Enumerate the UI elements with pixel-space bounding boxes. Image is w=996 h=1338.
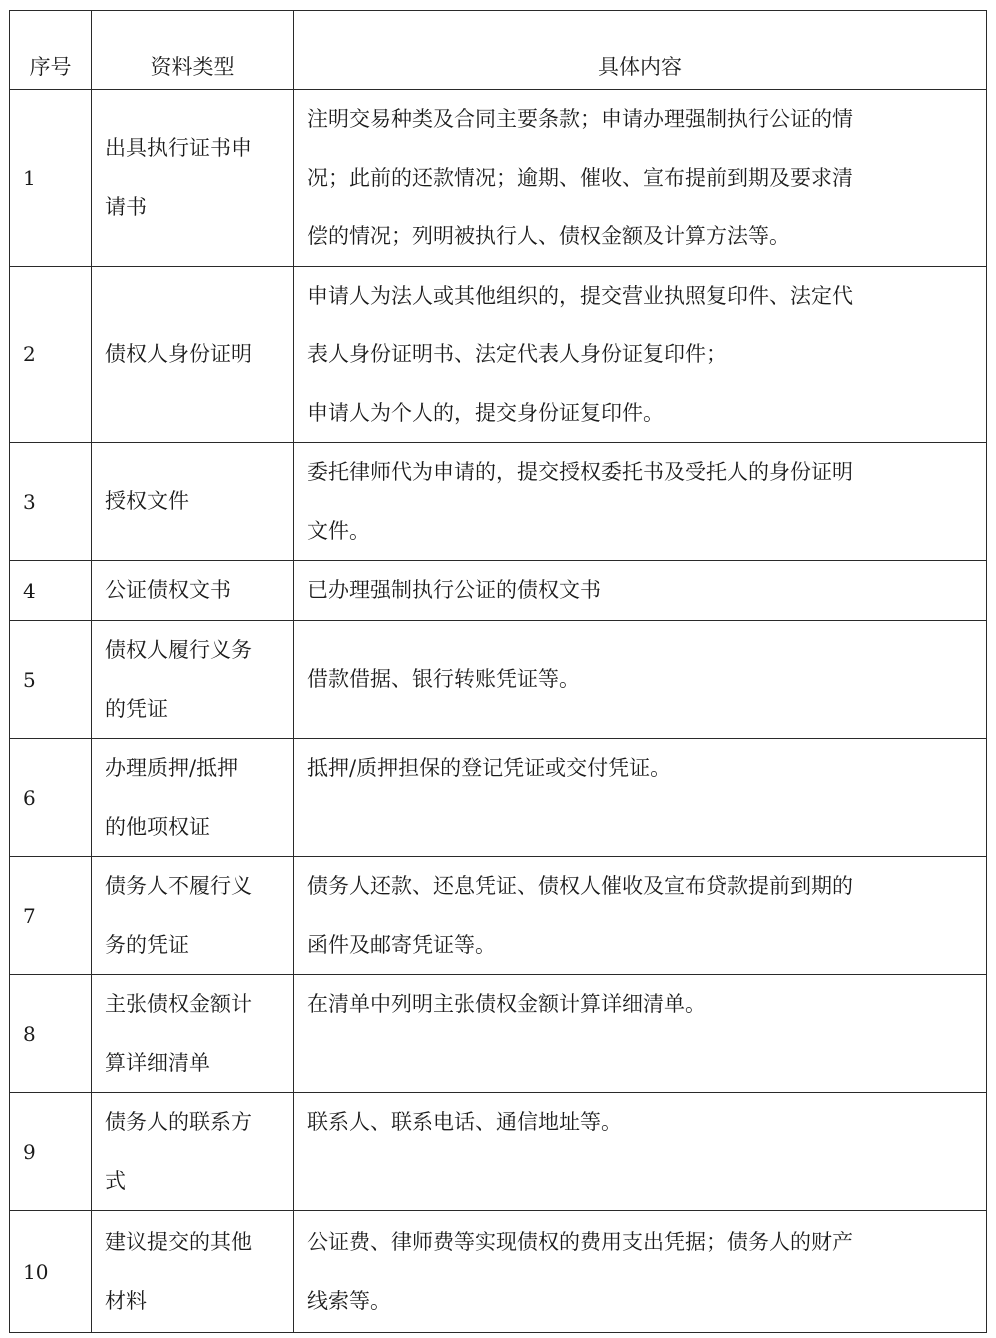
content-line: 已办理强制执行公证的债权文书 bbox=[307, 578, 601, 603]
table-row bbox=[10, 443, 987, 561]
material-type-line: 公证债权文书 bbox=[105, 578, 231, 603]
material-type-line: 算详细清单 bbox=[105, 1050, 210, 1075]
table-row bbox=[10, 90, 987, 267]
material-type-line: 务的凭证 bbox=[105, 932, 189, 957]
material-type-line: 出具执行证书申 bbox=[105, 136, 252, 161]
material-type-line: 建议提交的其他 bbox=[105, 1230, 252, 1254]
material-type bbox=[92, 90, 294, 267]
content-line: 函件及邮寄凭证等。 bbox=[307, 932, 496, 957]
table-row bbox=[10, 975, 987, 1093]
content-line: 申请人为法人或其他组织的，提交营业执照复印件、法定代 bbox=[307, 283, 853, 308]
row-number: 5 bbox=[10, 621, 92, 739]
table-row bbox=[10, 1211, 987, 1333]
row-number: 6 bbox=[10, 739, 92, 857]
row-number: 7 bbox=[10, 857, 92, 975]
material-type-line: 债务人的联系方 bbox=[105, 1110, 252, 1134]
content-line: 况；此前的还款情况；逾期、催收、宣布提前到期及要求清 bbox=[307, 165, 853, 190]
header-type: 资料类型 bbox=[92, 11, 294, 90]
material-content bbox=[294, 857, 987, 975]
row-number: 1 bbox=[10, 90, 92, 267]
material-type bbox=[92, 739, 294, 857]
material-content bbox=[294, 443, 987, 561]
header-no: 序号 bbox=[10, 11, 92, 90]
table-row bbox=[10, 266, 987, 443]
material-type-line: 的凭证 bbox=[105, 696, 168, 721]
content-line: 抵押/质押担保的登记凭证或交付凭证。 bbox=[307, 756, 672, 780]
material-type bbox=[92, 561, 294, 621]
content-line: 债务人还款、还息凭证、债权人催收及宣布贷款提前到期的 bbox=[307, 874, 853, 898]
material-type bbox=[92, 1211, 294, 1333]
content-line: 公证费、律师费等实现债权的费用支出凭据；债务人的财产 bbox=[307, 1230, 853, 1254]
material-type-line: 请书 bbox=[105, 194, 147, 219]
material-type-line: 主张债权金额计 bbox=[105, 992, 252, 1016]
row-number: 3 bbox=[10, 443, 92, 561]
content-line: 联系人、联系电话、通信地址等。 bbox=[307, 1110, 622, 1134]
material-type-line: 授权文件 bbox=[105, 489, 189, 514]
table-row bbox=[10, 1093, 987, 1211]
content-line: 线索等。 bbox=[307, 1288, 391, 1313]
table-row bbox=[10, 621, 987, 739]
content-line: 表人身份证明书、法定代表人身份证复印件； bbox=[307, 342, 727, 366]
material-type-line: 债权人身份证明 bbox=[105, 342, 252, 366]
material-type bbox=[92, 443, 294, 561]
material-content bbox=[294, 1211, 987, 1333]
material-type bbox=[92, 266, 294, 443]
table-row bbox=[10, 857, 987, 975]
material-content bbox=[294, 739, 987, 857]
material-content bbox=[294, 90, 987, 267]
table-row bbox=[10, 561, 987, 621]
material-type bbox=[92, 1093, 294, 1211]
material-type-line: 的他项权证 bbox=[105, 814, 210, 839]
content-line: 在清单中列明主张债权金额计算详细清单。 bbox=[307, 992, 706, 1016]
material-content bbox=[294, 975, 987, 1093]
content-line: 申请人为个人的，提交身份证复印件。 bbox=[307, 400, 664, 425]
materials-table bbox=[9, 10, 987, 1333]
content-line: 注明交易种类及合同主要条款；申请办理强制执行公证的情 bbox=[307, 107, 853, 131]
table-row bbox=[10, 739, 987, 857]
row-number: 2 bbox=[10, 266, 92, 443]
material-type bbox=[92, 621, 294, 739]
material-type bbox=[92, 975, 294, 1093]
material-type bbox=[92, 857, 294, 975]
material-content bbox=[294, 266, 987, 443]
content-line: 委托律师代为申请的，提交授权委托书及受托人的身份证明 bbox=[307, 460, 853, 484]
table-header-row bbox=[10, 11, 987, 90]
row-number: 4 bbox=[10, 561, 92, 621]
material-type-line: 办理质押/抵押 bbox=[105, 756, 239, 780]
row-number: 9 bbox=[10, 1093, 92, 1211]
material-content bbox=[294, 1093, 987, 1211]
material-type-line: 债权人履行义务 bbox=[105, 638, 252, 662]
content-line: 偿的情况；列明被执行人、债权金额及计算方法等。 bbox=[307, 224, 790, 248]
row-number: 8 bbox=[10, 975, 92, 1093]
material-type-line: 式 bbox=[105, 1168, 126, 1193]
header-content: 具体内容 bbox=[294, 11, 987, 90]
row-number: 10 bbox=[10, 1211, 92, 1333]
material-type-line: 材料 bbox=[105, 1288, 147, 1313]
material-content bbox=[294, 561, 987, 621]
content-line: 文件。 bbox=[307, 518, 370, 543]
content-line: 借款借据、银行转账凭证等。 bbox=[307, 667, 580, 692]
material-content bbox=[294, 621, 987, 739]
material-type-line: 债务人不履行义 bbox=[105, 874, 252, 898]
